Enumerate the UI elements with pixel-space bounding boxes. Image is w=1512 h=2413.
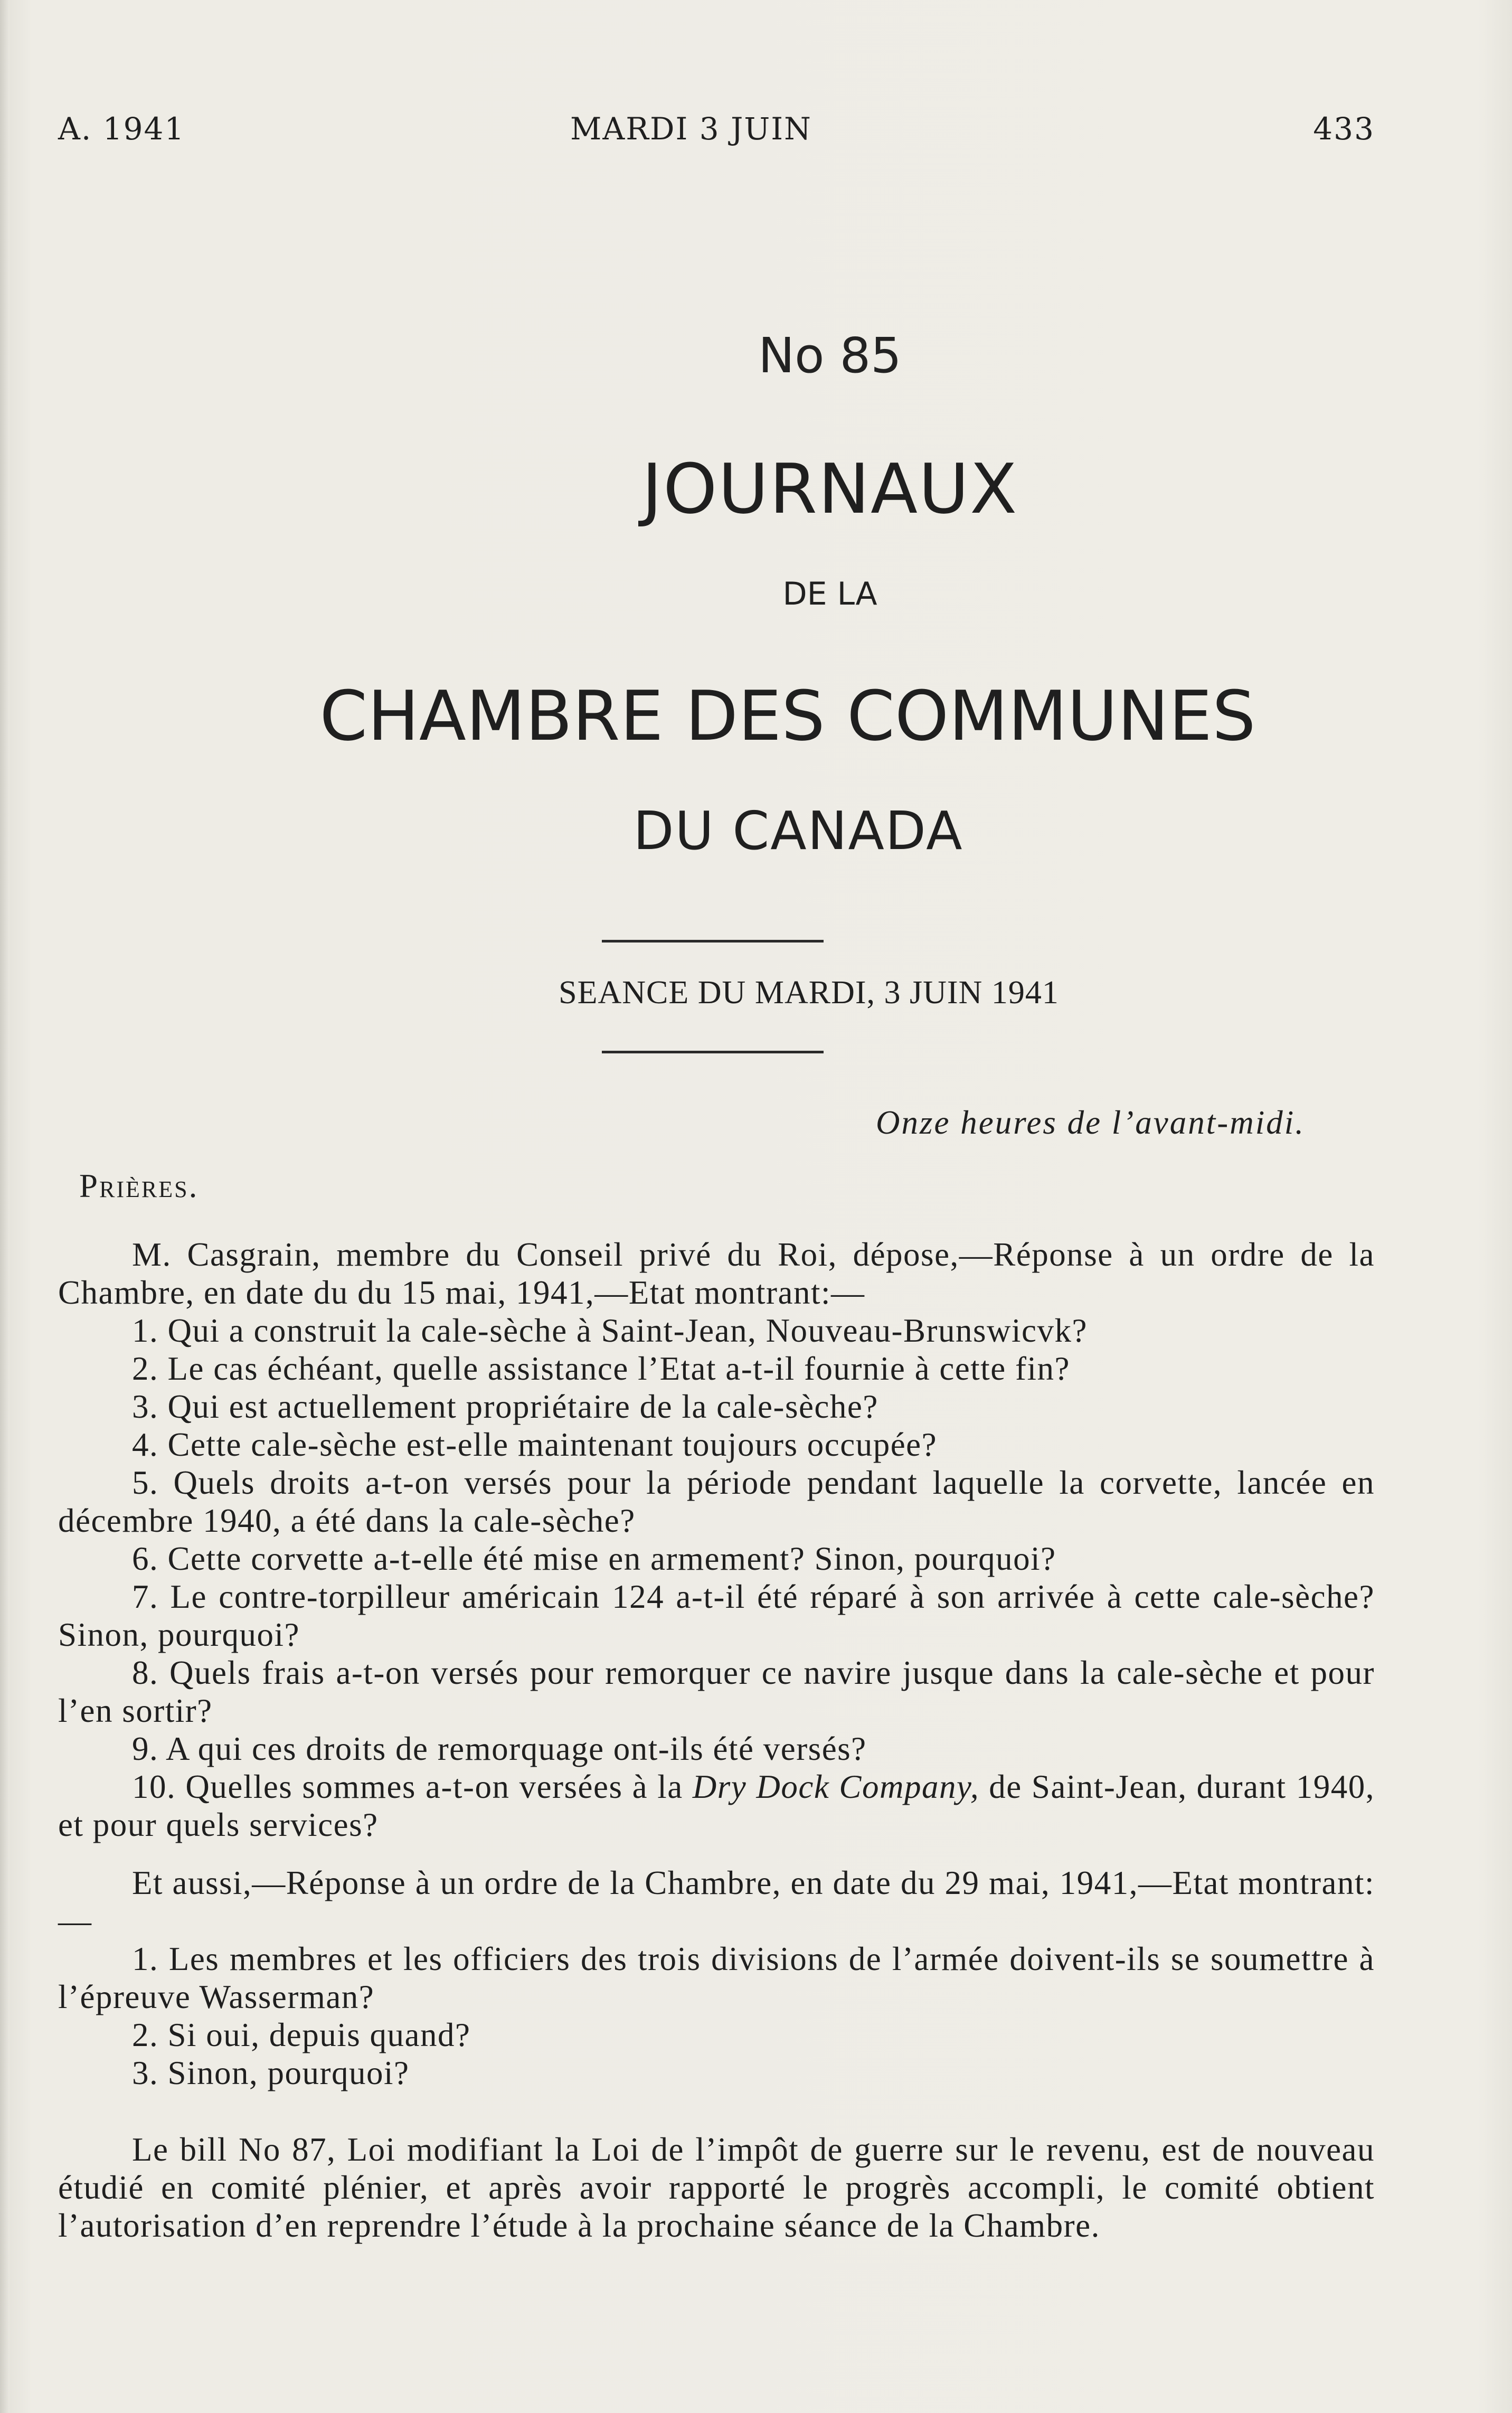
item10-company: Dry Dock Company, [692,1768,980,1805]
list-item: 8. Quels frais a-t-on versés pour remorquer ce navire jusque dans la cale-sèche et pour l’en sortir? [58,1654,1375,1729]
session-heading: SEANCE DU MARDI, 3 JUIN 1941 [559,975,1059,1011]
divider-top [602,940,824,942]
question-list-wasserman [58,1940,1375,2092]
issue-number: No 85 [758,327,902,384]
list-item-10 [58,1768,1375,1844]
paragraph-casgrain-text: M. Casgrain, membre du Conseil privé du Roi, dépose,—Réponse à un ordre de la Chambre, en date du du 15 mai, 1941,—Etat montrant:— [58,1236,1375,1311]
page-number: 433 [1313,111,1375,147]
list-item: 5. Quels droits a-t-on versés pour la période pendant laquelle la corvette, lancée en décembre 1940, a été dans la cale-sèche? [58,1464,1375,1539]
header-date: MARDI 3 JUIN [570,111,812,147]
list-item: 6. Cette corvette a-t-elle été mise en armement? Sinon, pourquoi? [132,1540,1056,1577]
paragraph-et-aussi-text: Et aussi,—Réponse à un ordre de la Chambre, en date du 29 mai, 1941,—Etat montrant:— [58,1864,1375,1939]
list-item: 1. Les membres et les officiers des trois divisions de l’armée doivent-ils se soumettre à l’épreuve Wasserman? [58,1940,1375,2015]
title-de-la: DE LA [782,576,877,612]
list-item: 9. A qui ces droits de remorquage ont-ils été versés? [132,1730,867,1767]
list-item: 3. Sinon, pourquoi? [132,2054,410,2091]
question-list-drydock [58,1312,1375,1844]
list-item: 1. Qui a construit la cale-sèche à Saint-Jean, Nouveau-Brunswicvk? [132,1312,1088,1349]
chamber-title: CHAMBRE DES COMMUNES [319,676,1256,756]
prayers-heading: Prières. [79,1167,199,1204]
paragraph-et-aussi [58,1864,1375,1940]
journal-title: JOURNAUX [641,449,1018,529]
list-item: 2. Le cas échéant, quelle assistance l’Etat a-t-il fournie à cette fin? [132,1350,1070,1387]
running-header [58,111,1375,153]
list-item: 2. Si oui, depuis quand? [132,2016,471,2053]
country-title: DU CANADA [633,800,963,862]
binding-edge [0,0,10,2413]
paragraph-bill-87-text: Le bill No 87, Loi modifiant la Loi de l’impôt de guerre sur le revenu, est de nouveau étudié en comité plénier, et après avoir rapporté le progrès accompli, le comité obtient l’autorisation d’en reprendre l’étude à la prochaine séance de la Chambre. [58,2131,1375,2244]
list-item: 4. Cette cale-sèche est-elle maintenant toujours occupée? [132,1426,938,1463]
paragraph-bill-87 [58,2131,1375,2245]
list-item: 7. Le contre-torpilleur américain 124 a-t-il été réparé à son arrivée à cette cale-sèche? Sinon, pourquoi? [58,1578,1375,1653]
sitting-time: Onze heures de l’avant-midi. [876,1104,1305,1141]
paragraph-casgrain [58,1236,1375,1312]
list-item: 3. Qui est actuellement propriétaire de la cale-sèche? [132,1388,878,1425]
item10-after: de Saint-Jean, durant 1940, et pour quels services? [58,1768,1375,1843]
divider-bottom [602,1051,824,1053]
header-year: A. 1941 [58,111,185,147]
item10-before: 10. Quelles sommes a-t-on versées à la [132,1768,693,1805]
